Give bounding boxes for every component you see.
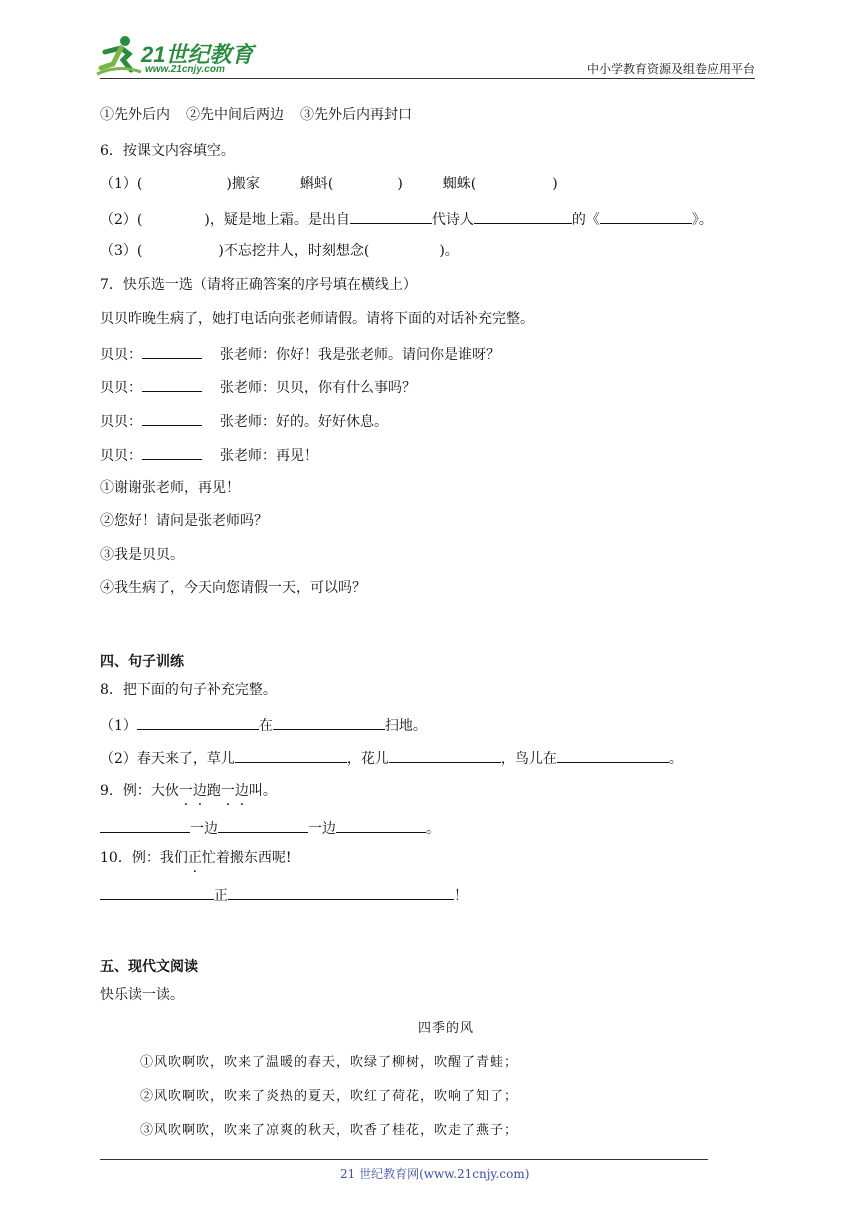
- q6-title: 6．按课文内容填空。: [100, 143, 235, 159]
- q8-row-2: （2）春天来了，草儿 ，花儿 ，鸟儿在 。: [100, 748, 683, 768]
- logo-url-text: www.21cnjy.com: [145, 64, 225, 75]
- q10-blank-1[interactable]: [100, 885, 214, 900]
- q5-option-1: ①先外后内: [100, 107, 170, 123]
- q10-answer-row: 正 ！: [100, 885, 468, 905]
- q5-option-3: ③先外后内再封口: [300, 107, 412, 123]
- q7-blank-1[interactable]: [142, 344, 202, 359]
- q8-blank-2[interactable]: [273, 715, 385, 730]
- q8-blank-5[interactable]: [557, 748, 669, 763]
- q7-choice-1: ①谢谢张老师，再见！: [100, 480, 240, 496]
- q9-blank-2[interactable]: [218, 818, 308, 833]
- poem-line-3: ③风吹啊吹，吹来了凉爽的秋天，吹香了桂花，吹走了燕子；: [140, 1123, 519, 1138]
- q8-title: 8．把下面的句子补充完整。: [100, 682, 277, 698]
- section-4-title: 四、句子训练: [100, 654, 184, 670]
- q7-dialog-row-3: 贝贝： 张老师：好的。好好休息。: [100, 411, 388, 431]
- q7-choice-3: ③我是贝贝。: [100, 547, 184, 563]
- reading-intro: 快乐读一读。: [100, 987, 184, 1003]
- footer-text: 21 世纪教育网(www.21cnjy.com): [340, 1167, 530, 1181]
- q9-blank-1[interactable]: [100, 818, 190, 833]
- q7-dialog-row-4: 贝贝： 张老师：再见！: [100, 445, 318, 465]
- q6-blank-dynasty[interactable]: [350, 209, 432, 224]
- q7-blank-4[interactable]: [142, 445, 202, 460]
- q7-choice-4: ④我生病了，今天向您请假一天，可以吗？: [100, 580, 366, 596]
- poem-line-2: ②风吹啊吹，吹来了炎热的夏天，吹红了荷花，吹响了知了；: [140, 1089, 519, 1104]
- logo-main-text: 21世纪教育: [141, 42, 254, 67]
- q7-intro: 贝贝昨晚生病了，她打电话向张老师请假。请将下面的对话补充完整。: [100, 311, 534, 327]
- q5-option-2: ②先中间后两边: [186, 107, 284, 123]
- q8-blank-4[interactable]: [389, 748, 501, 763]
- logo: [95, 34, 265, 78]
- q7-blank-2[interactable]: [142, 377, 202, 392]
- q7-dialog-row-2: 贝贝： 张老师：贝贝，你有什么事吗？: [100, 377, 416, 397]
- q7-blank-3[interactable]: [142, 411, 202, 426]
- q9-example: 9．例：大伙一边跑一边叫。: [100, 783, 277, 799]
- q7-title: 7．快乐选一选（请将正确答案的序号填在横线上）: [100, 277, 417, 293]
- q10-blank-2[interactable]: [228, 885, 454, 900]
- q8-blank-3[interactable]: [235, 748, 347, 763]
- poem-title: 四季的风: [418, 1021, 475, 1036]
- q5-options: [100, 106, 412, 124]
- q6-blank-poem[interactable]: [600, 209, 692, 224]
- q8-blank-1[interactable]: [137, 715, 259, 730]
- q9-answer-row: 一边 一边 。: [100, 818, 440, 838]
- q7-dialog-row-1: 贝贝： 张老师：你好！我是张老师。请问你是谁呀？: [100, 344, 500, 364]
- q6-row-2: （2）( )，疑是地上霜。是出自 代诗人 的《 》。: [100, 209, 713, 229]
- q6-row-1: （1）( )搬家 蝌蚪( ) 蜘蛛( ): [100, 176, 558, 192]
- q6-row-3: （3）( )不忘挖井人，时刻想念( )。: [100, 243, 459, 259]
- footer-divider: [100, 1159, 708, 1160]
- q7-choice-2: ②您好！请问是张老师吗？: [100, 513, 268, 529]
- header-divider: [100, 78, 755, 79]
- section-5-title: 五、现代文阅读: [100, 959, 198, 975]
- q10-example: 10．例：我们正忙着搬东西呢!: [100, 850, 292, 866]
- runner-logo-icon: [95, 34, 143, 76]
- header-right-text: 中小学教育资源及组卷应用平台: [586, 62, 755, 76]
- q9-blank-3[interactable]: [336, 818, 426, 833]
- poem-line-1: ①风吹啊吹，吹来了温暖的春天，吹绿了柳树，吹醒了青蛙；: [140, 1055, 519, 1070]
- q6-blank-poet[interactable]: [474, 209, 572, 224]
- q8-row-1: （1） 在 扫地。: [100, 715, 427, 735]
